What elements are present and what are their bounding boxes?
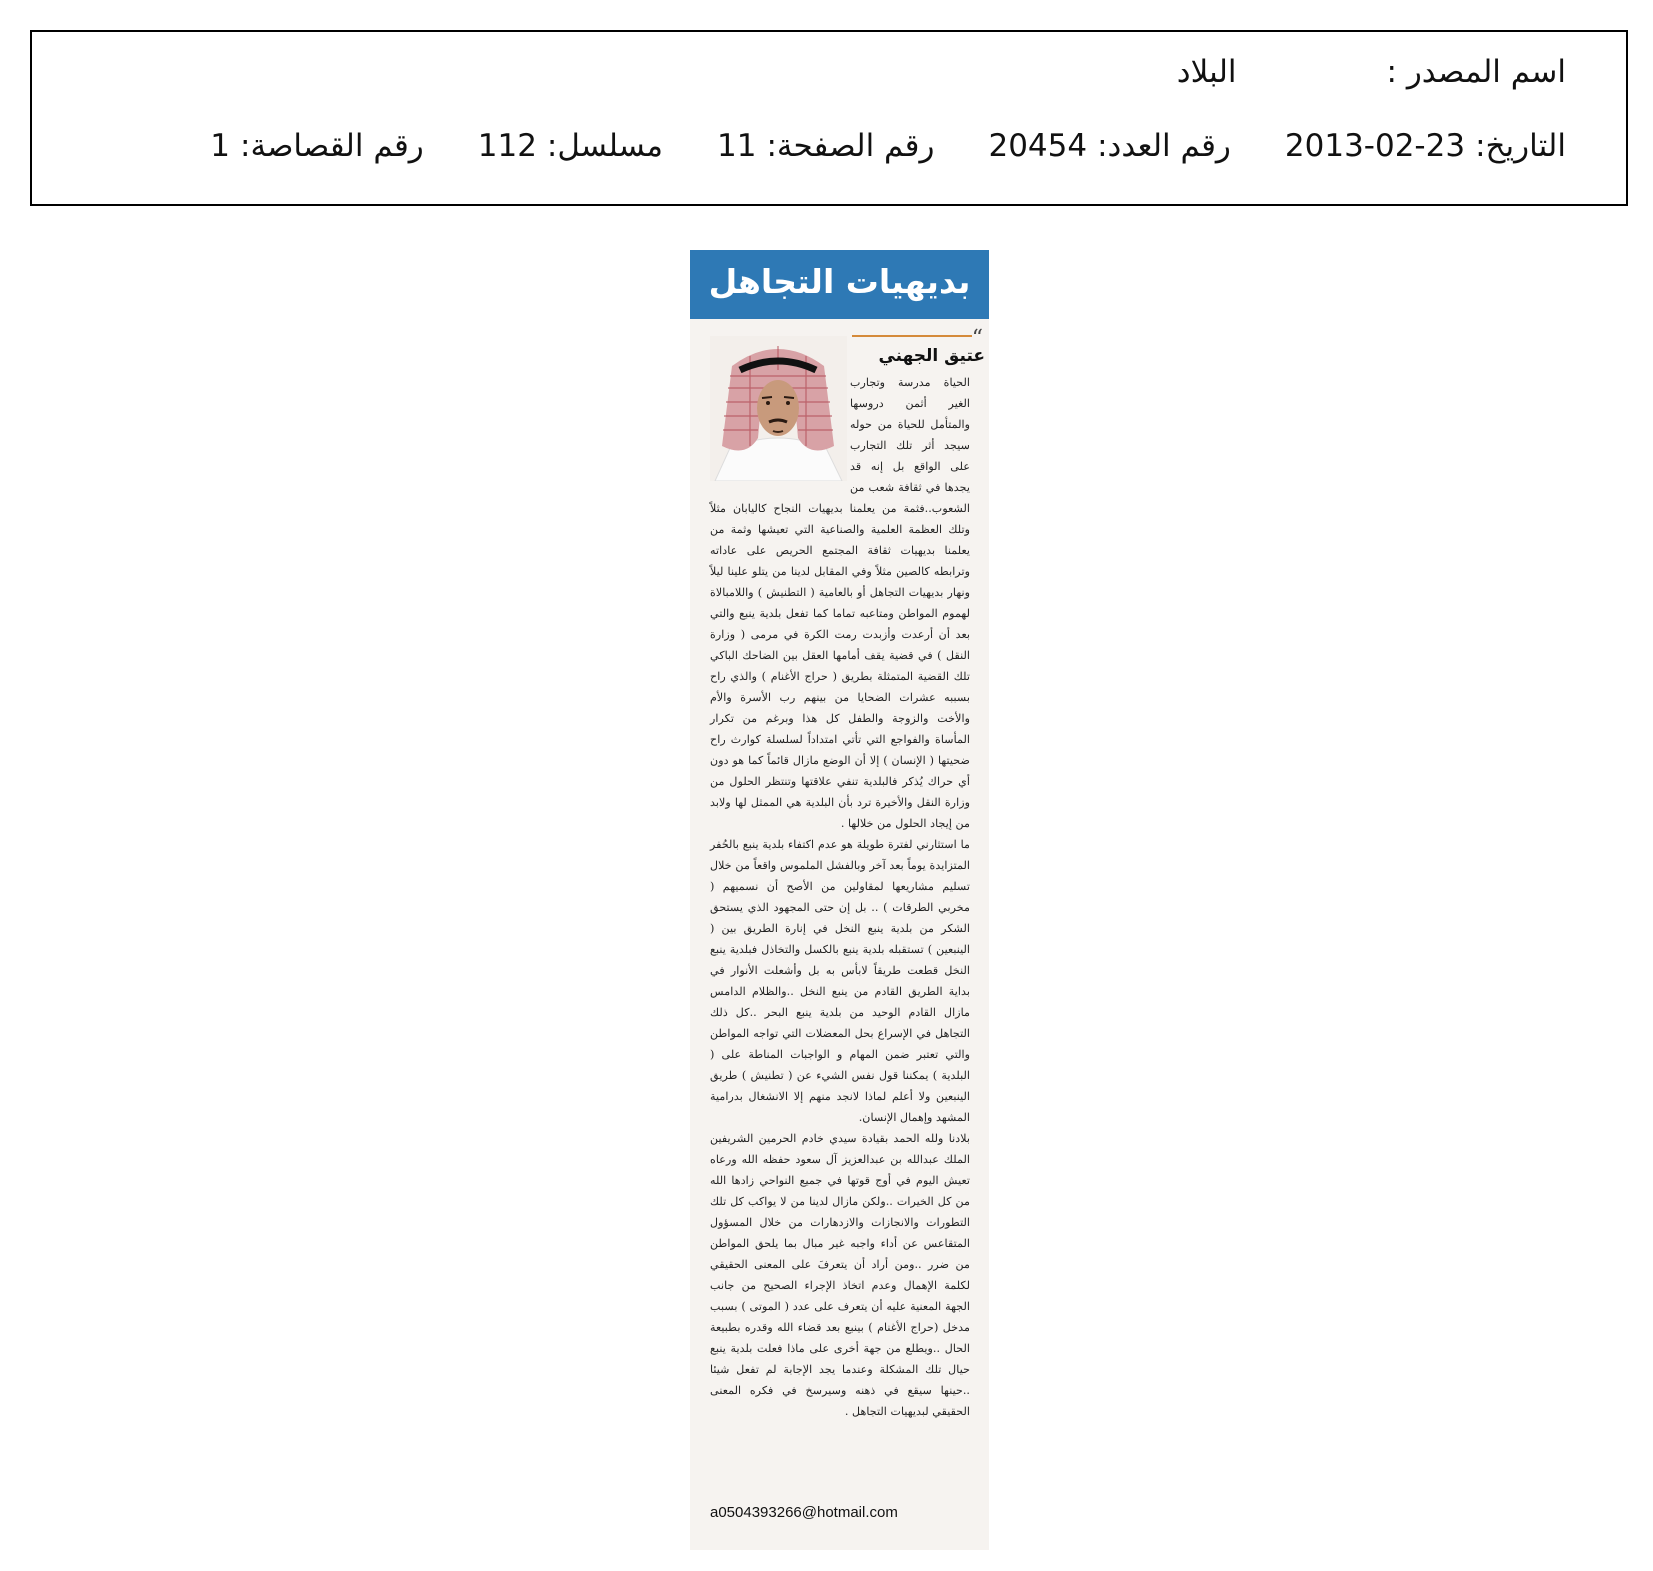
title-banner: [690, 250, 989, 319]
page-value: 11: [717, 128, 757, 164]
serial-field: [478, 128, 663, 164]
article-title: بديهيات التجاهل: [708, 262, 971, 301]
source-row: [1177, 54, 1566, 90]
article-paragraph: ما استثارني لفترة طويلة هو عدم اكتفاء بلدية ينبع بالحُفر المتزايدة يوماً بعد آخر وبالفشل الملموس واقعاً من خلال تسليم مشاريعها لمقاولين من الأصح أن نسميهم ( مخربي الطرقات ) .. بل إن حتى المجهود الذي يستحق الشكر من بلدية ينبع النخل في إنارة الطريق بين ( الينبعين ) تستقبله بلدية ينبع بالكسل والتخاذل فبلدية ينبع النخل قطعت طريقاً لابأس به بل وأشعلت الأنوار في بداية الطريق القادم من ينبع النخل ..والظلام الدامس مازال القادم الوحيد من بلدية ينبع البحر ..كل ذلك التجاهل في الإسراع بحل المعضلات التي تواجه المواطن والتي تعتبر ضمن المهام و الواجبات المناطة على ( البلدية ) يمكننا قول نفس الشيء عن ( تطنيش ) طريق الينبعين ولا أعلم لماذا لانجد منهم إلا الانشغال بدرامية المشهد وإهمال الإنسان.: [710, 838, 970, 1124]
serial-label: مسلسل:: [546, 128, 664, 164]
page-field: [717, 128, 934, 164]
article-clipping: [690, 250, 989, 1550]
article-paragraph: بلادنا ولله الحمد بقيادة سيدي خادم الحرمين الشريفين الملك عبدالله بن عبدالعزيز آل سعود حفظه الله ورعاه تعيش اليوم في أوج قوتها في جميع النواحي زادها الله من كل الخيرات ..ولكن مازال لدينا من لا يواكب كل تلك التطورات والانجازات والازدهارات من خلال المسؤول المتقاعس عن أداء واجبه غير مبال بما يلحق المواطن من ضرر ..ومن أراد أن يتعرفَ على المعنى الحقيقي لكلمة الإهمال وعدم اتخاذ الإجراء الصحيح من جانب الجهة المعنية عليه أن يتعرف على عدد ( الموتى ) بسبب مدخل (حراج الأغنام ) بينبع بعد قضاء الله وقدره بطبيعة الحال ..ويطلع من جهة أخرى على ماذا فعلت بلدية ينبع حيال تلك المشكلة وعندما يجد الإجابة لم تفعل شيئا ..حينها سيقع في ذهنه وسيرسخ في فكره المعنى الحقيقي لبديهيات التجاهل .: [710, 1132, 970, 1418]
author-name: عتيق الجهني: [878, 346, 985, 366]
page-label: رقم الصفحة:: [766, 128, 935, 164]
date-label: التاريخ:: [1475, 128, 1566, 164]
accent-rule: [852, 335, 972, 337]
clip-label: رقم القصاصة:: [240, 128, 424, 164]
serial-value: 112: [477, 128, 537, 164]
author-email[interactable]: a0504393266@hotmail.com: [710, 1504, 898, 1521]
clip-value: 1: [210, 128, 231, 164]
clip-field: [210, 128, 423, 164]
metadata-box: [30, 30, 1628, 206]
details-row: [210, 128, 1566, 164]
date-value: 2013-02-23: [1284, 128, 1466, 164]
date-field: [1285, 128, 1566, 164]
source-value: البلاد: [1176, 54, 1237, 90]
article-paragraph: الحياة مدرسة وتجارب الغير أثمن دروسها والمتأمل للحياة من حوله سيجد أثر تلك التجارب على الواقع بل إنه قد يجدها في ثقافة شعب من الشعوب..فثمة من يعلمنا بديهيات النجاح كاليابان مثلاً وتلك العظمة العلمية والصناعية التي تعيشها وثمة من يعلمنا بديهيات ثقافة المجتمع الحريص على عاداته وترابطه كالصين مثلاً وفي المقابل لدينا من يتلو علينا ليلاً ونهار بديهيات التجاهل أو بالعامية ( التطنيش ) واللامبالاة لهموم المواطن ومتاعبه تماما كما تفعل بلدية ينبع والتي بعد أن أرعدت وأزبدت رمت الكرة في مرمى ( وزارة النقل ) في قضية يقف أمامها العقل بين الضاحك الباكي تلك القضية المتمثلة بطريق ( حراج الأغنام ) والذي راح بسببه عشرات الضحايا من بينهم رب الأسرة والأم والأخت والزوجة والطفل كل هذا وبرغم من تكرار المأساة والفواجع التي تأتي امتداداً لسلسلة كوارث راح ضحيتها ( الإنسان ) إلا أن الوضع مازال قائماً كما هو دون أي حراك يُذكر فالبلدية تنفي علاقتها وتنتظر الحلول من وزارة النقل والأخيرة ترد بأن البلدية هي الممثل لها ولابد من إيجاد الحلول من خلالها .: [710, 376, 970, 830]
source-label: اسم المصدر :: [1386, 54, 1566, 90]
quote-mark-icon: “: [971, 326, 983, 351]
article-body: [710, 372, 970, 1422]
issue-label: رقم العدد:: [1097, 128, 1231, 164]
issue-field: [988, 128, 1230, 164]
issue-value: 20454: [988, 128, 1088, 164]
